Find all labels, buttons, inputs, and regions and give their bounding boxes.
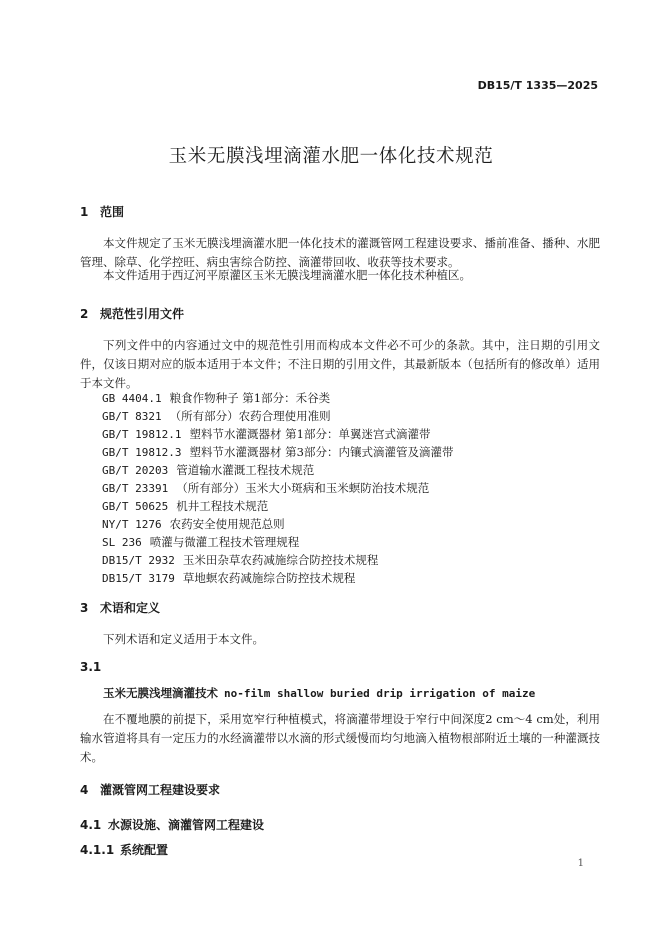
- reference-code: GB/T 19812.3: [102, 446, 182, 459]
- reference-item: [102, 390, 330, 406]
- reference-code: GB 4404.1: [102, 392, 162, 405]
- reference-title: 粮食作物种子 第1部分：禾谷类: [169, 391, 331, 405]
- section-title: 灌溉管网工程建设要求: [100, 783, 221, 797]
- section-heading-2: [80, 305, 184, 322]
- section-title: 术语和定义: [100, 601, 161, 615]
- reference-title: 草地螟农药减施综合防控技术规程: [182, 571, 356, 585]
- reference-title: （所有部分）玉米大小斑病和玉米螟防治技术规范: [176, 481, 430, 495]
- term-number: 3.1: [80, 660, 102, 674]
- reference-code: GB/T 20203: [102, 464, 169, 477]
- page-number: 1: [577, 858, 584, 869]
- reference-code: SL 236: [102, 536, 142, 549]
- reference-code: GB/T 23391: [102, 482, 169, 495]
- reference-title: 喷灌与微灌工程技术管理规程: [149, 535, 300, 549]
- subsection-heading-4-1-1: [80, 841, 168, 858]
- reference-code: DB15/T 2932: [102, 554, 175, 567]
- reference-title: （所有部分）农药合理使用准则: [169, 409, 331, 423]
- subsection-title: 系统配置: [120, 843, 169, 857]
- paragraph: 下列术语和定义适用于本文件。: [103, 632, 264, 646]
- reference-code: GB/T 50625: [102, 500, 169, 513]
- paragraph: 下列文件中的内容通过文中的规范性引用而构成本文件必不可少的条款。其中，注日期的引用文件，仅该日期对应的版本适用于本文件；不注日期的引用文件，其最新版本（包括所有的修改单）适用于本文件。: [80, 338, 600, 390]
- section-heading-3: [80, 599, 160, 616]
- reference-title: 管道输水灌溉工程技术规范: [176, 463, 315, 477]
- section-number: 3: [80, 601, 89, 615]
- term-definition: 在不覆地膜的前提下，采用宽窄行种植模式，将滴灌带埋设于窄行中间深度2 cm～4 cm处，利用输水管道将具有一定压力的水经滴灌带以水滴的形式缓慢而均匀地滴入植物根部附近土壤的一种灌溉技术。: [80, 712, 600, 764]
- reference-code: NY/T 1276: [102, 518, 162, 531]
- section-number: 4: [80, 783, 89, 797]
- subsection-number: 4.1.1: [80, 843, 115, 857]
- section-title: 规范性引用文件: [100, 307, 185, 321]
- section-number: 1: [80, 205, 89, 219]
- reference-code: GB/T 8321: [102, 410, 162, 423]
- reference-title: 农药安全使用规范总则: [169, 517, 285, 531]
- subsection-number: 4.1: [80, 818, 102, 832]
- reference-code: DB15/T 3179: [102, 572, 175, 585]
- reference-item: [102, 534, 299, 550]
- reference-item: [102, 552, 378, 568]
- reference-item: [102, 516, 285, 532]
- reference-item: [102, 462, 314, 478]
- paragraph: 本文件适用于西辽河平原灌区玉米无膜浅埋滴灌水肥一体化技术种植区。: [103, 268, 471, 282]
- term-chinese: 玉米无膜浅埋滴灌技术: [103, 686, 218, 700]
- reference-title: 塑料节水灌溉器材 第3部分：内镶式滴灌管及滴灌带: [189, 445, 454, 459]
- section-heading-4: [80, 781, 220, 798]
- section-title: 范围: [100, 205, 125, 219]
- reference-item: [102, 480, 429, 496]
- reference-title: 玉米田杂草农药减施综合防控技术规程: [182, 553, 379, 567]
- reference-item: [102, 570, 355, 586]
- document-code: DB15/T 1335—2025: [477, 79, 598, 92]
- section-heading-1: [80, 203, 124, 220]
- subsection-title: 水源设施、滴灌管网工程建设: [108, 818, 265, 832]
- reference-title: 塑料节水灌溉器材 第1部分：单翼迷宫式滴灌带: [189, 427, 431, 441]
- reference-item: [102, 498, 268, 514]
- term-english: no-film shallow buried drip irrigation of maize: [224, 687, 536, 700]
- reference-item: [102, 426, 430, 442]
- subsection-heading-4-1: [80, 816, 264, 833]
- reference-item: [102, 408, 331, 424]
- section-number: 2: [80, 307, 89, 321]
- reference-item: [102, 444, 453, 460]
- reference-code: GB/T 19812.1: [102, 428, 182, 441]
- reference-title: 机井工程技术规范: [176, 499, 269, 513]
- term-entry: [103, 685, 535, 701]
- paragraph: 本文件规定了玉米无膜浅埋滴灌水肥一体化技术的灌溉管网工程建设要求、播前准备、播种、水肥管理、除草、化学控旺、病虫害综合防控、滴灌带回收、收获等技术要求。: [80, 236, 600, 269]
- page-title: 玉米无膜浅埋滴灌水肥一体化技术规范: [168, 146, 494, 167]
